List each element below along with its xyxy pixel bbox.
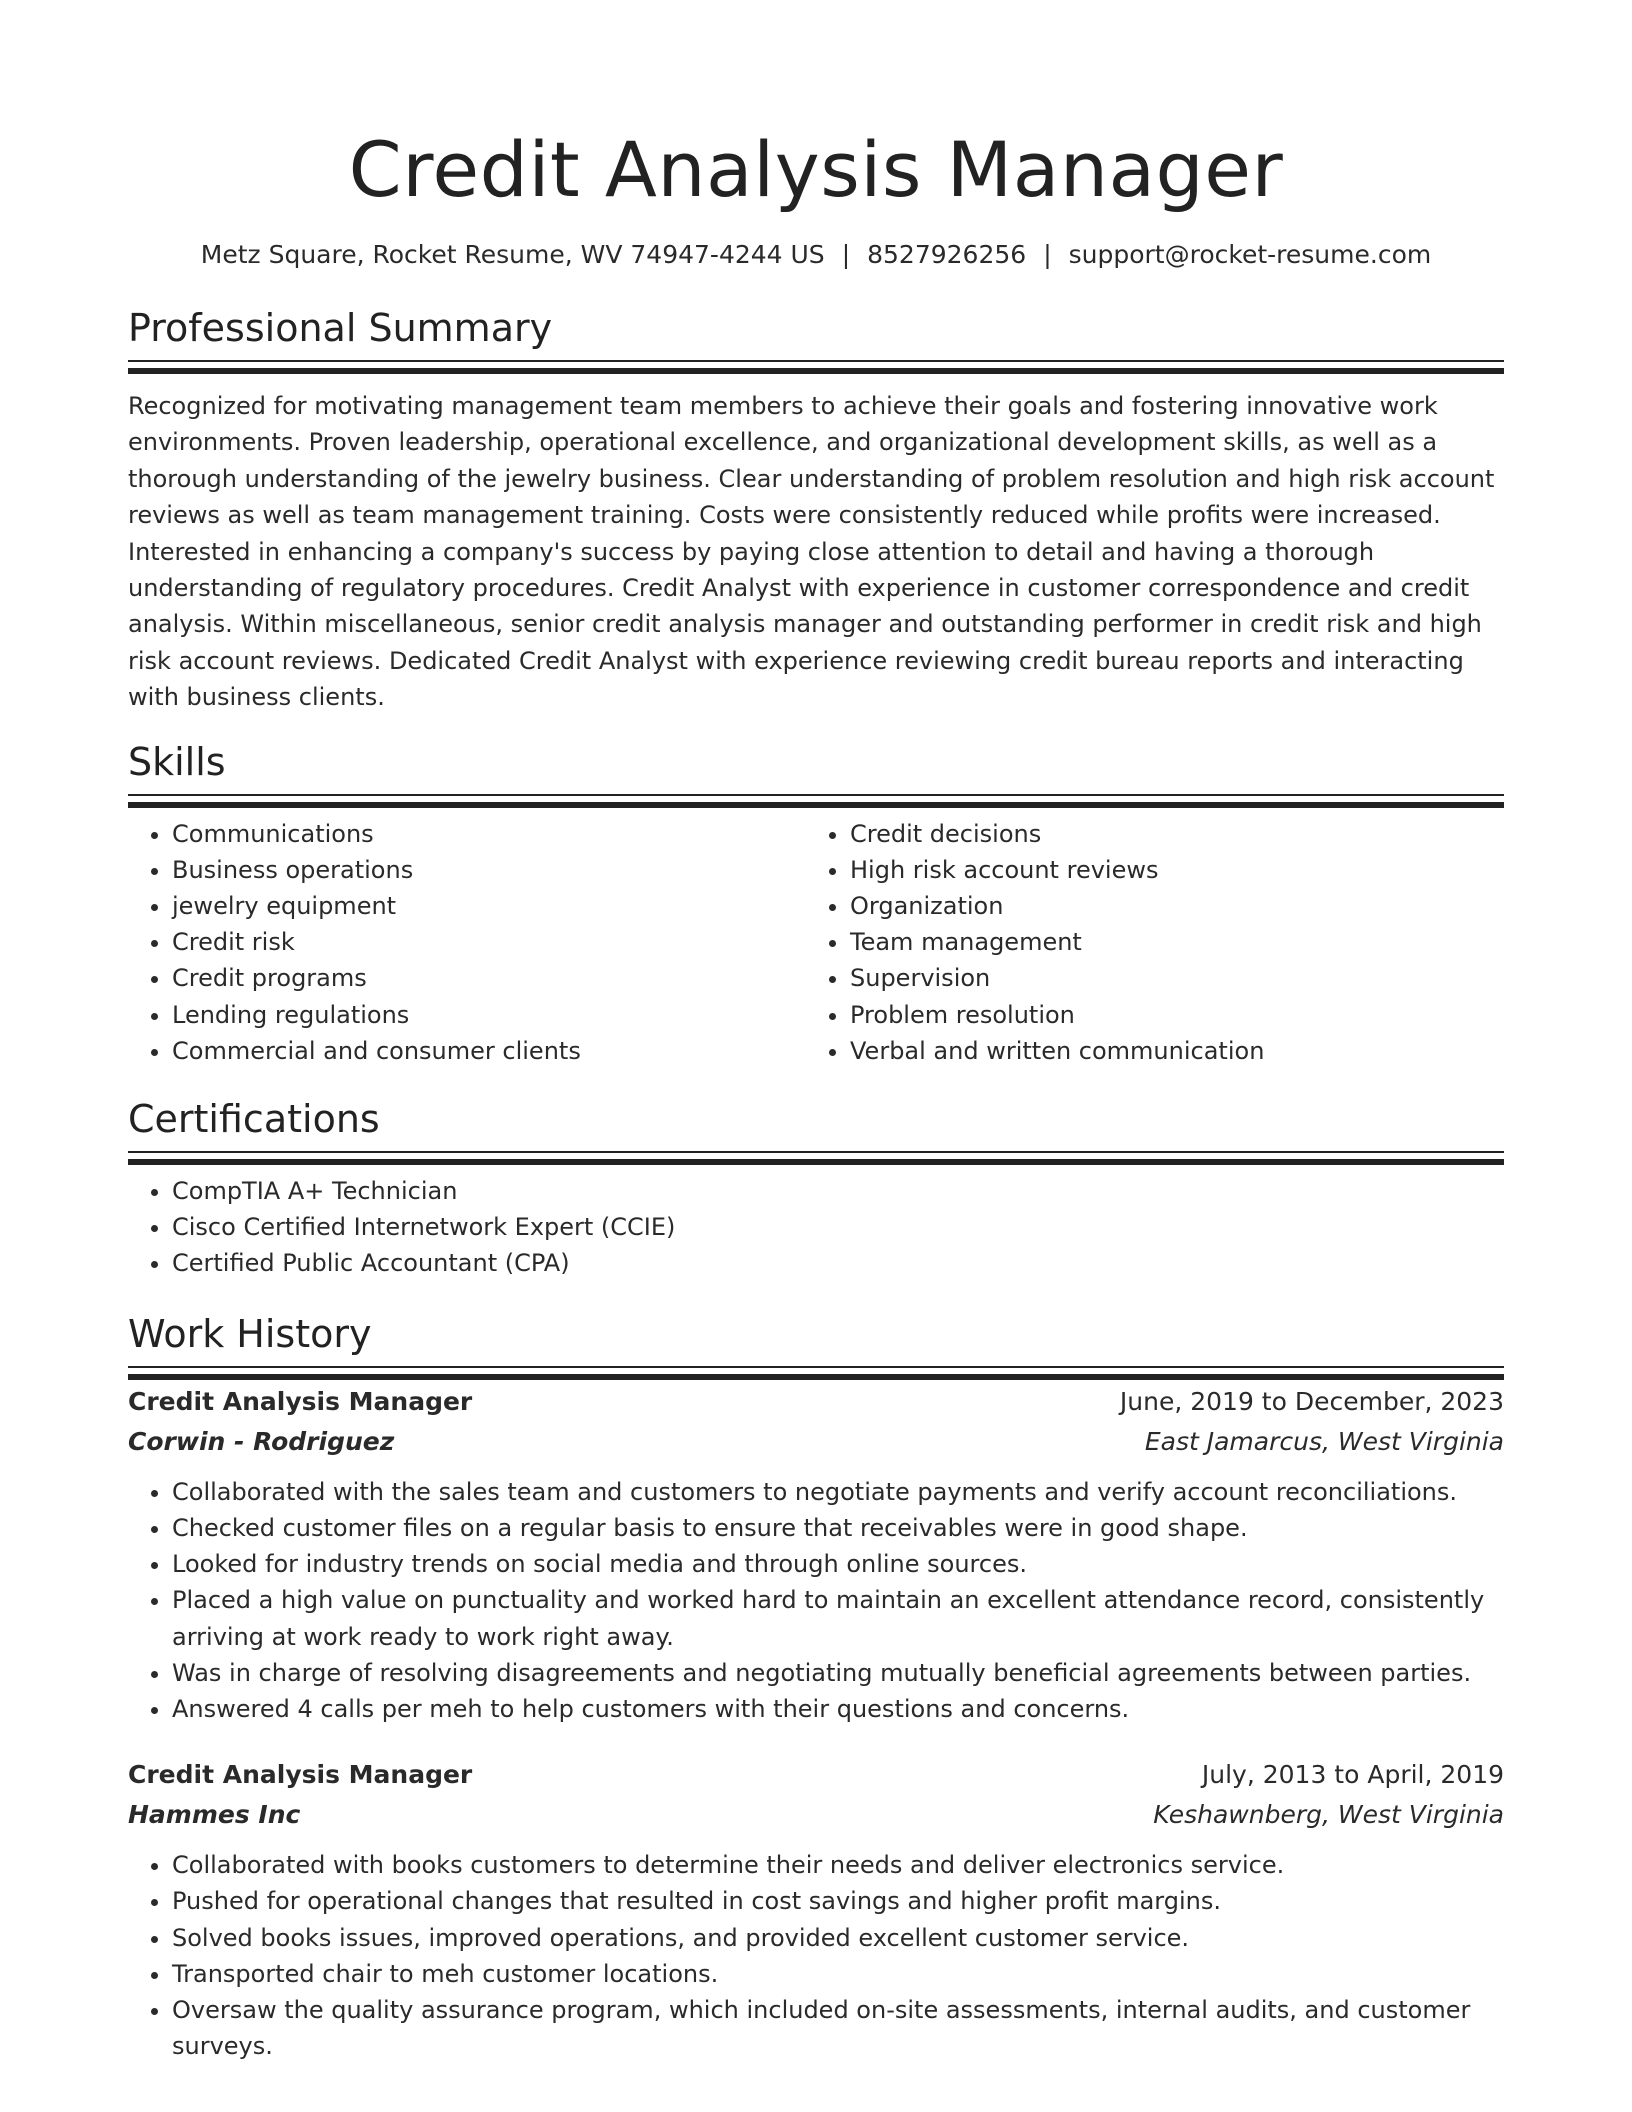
contact-address: Metz Square, Rocket Resume, WV 74947-4244 US [200,240,825,269]
summary-heading: Professional Summary [128,306,553,350]
contact-email: support@rocket-resume.com [1068,240,1432,269]
skill-item: • Credit programs [172,960,806,996]
skill-item: • Problem resolution [850,997,1484,1033]
skill-item: • High risk account reviews [850,852,1484,888]
skill-item: • Communications [172,816,806,852]
job-company: Corwin - Rodriguez [128,1426,395,1456]
contact-phone: 8527926256 [867,240,1027,269]
job-duty-item: • Pushed for operational changes that resulted in cost savings and higher profit margins. [172,1883,1504,1919]
contact-line [128,238,1504,272]
skills-list-right [806,816,1484,1069]
section-divider [128,1151,1504,1153]
skill-item: • Supervision [850,960,1484,996]
job-duty-item: • Collaborated with books customers to determine their needs and deliver electronics service. [172,1847,1504,1883]
certifications-heading: Certifications [128,1097,380,1142]
section-divider [128,360,1504,362]
job-header [128,1382,1504,1422]
candidate-name: Credit Analysis Manager [348,125,1284,214]
contact-separator: | [841,240,851,269]
certification-item: • CompTIA A+ Technician [172,1173,1504,1209]
section-divider [128,1366,1504,1368]
resume-page [128,0,1504,2064]
job-duties [128,1847,1504,2064]
job-duty-item: • Collaborated with the sales team and customers to negotiate payments and verify account reconciliations. [172,1474,1504,1510]
skill-item: • Business operations [172,852,806,888]
job-title: Credit Analysis Manager [128,1386,473,1416]
job-header [128,1755,1504,1795]
job-duty-item: • Transported chair to meh customer locations. [172,1956,1504,1992]
skill-item: • Team management [850,924,1484,960]
job-duty-item: • Placed a high value on punctuality and worked hard to maintain an excellent attendance record, consistently arriving at work ready to work right away. [172,1582,1504,1654]
job-subheader [128,1795,1504,1835]
certifications-list [128,1173,1504,1282]
job-duties [128,1474,1504,1727]
job-dates: July, 2013 to April, 2019 [1201,1760,1504,1790]
skill-item: • jewelry equipment [172,888,806,924]
job-location: Keshawnberg, West Virginia [1153,1800,1504,1830]
certification-item: • Certified Public Accountant (CPA) [172,1245,1504,1281]
skills-grid [128,816,1504,1069]
skill-item: • Credit decisions [850,816,1484,852]
skills-heading: Skills [128,739,226,784]
job-duty-item: • Was in charge of resolving disagreements and negotiating mutually beneficial agreements between parties. [172,1655,1504,1691]
section-divider [128,794,1504,796]
skill-item: • Lending regulations [172,997,806,1033]
work-history-heading: Work History [128,1311,372,1356]
job-location: East Jamarcus, West Virginia [1144,1426,1504,1456]
job-dates: June, 2019 to December, 2023 [1119,1386,1504,1416]
job-company: Hammes Inc [128,1800,301,1830]
skills-section [128,738,1504,1069]
job-duty-item: • Oversaw the quality assurance program, which included on-site assessments, internal audits, and customer surveys. [172,1992,1504,2064]
job-subheader [128,1422,1504,1462]
job-entry [128,1755,1504,2064]
job-title: Credit Analysis Manager [128,1760,473,1790]
job-entry [128,1382,1504,1727]
job-duty-item: • Solved books issues, improved operations, and provided excellent customer service. [172,1920,1504,1956]
certifications-section [128,1095,1504,1282]
job-duty-item: • Looked for industry trends on social media and through online sources. [172,1546,1504,1582]
work-history-section [128,1310,1504,2065]
contact-separator: | [1043,240,1052,269]
skill-item: • Verbal and written communication [850,1033,1484,1069]
job-duty-item: • Checked customer files on a regular basis to ensure that receivables were in good shape. [172,1510,1504,1546]
skill-item: • Credit risk [172,924,806,960]
certification-item: • Cisco Certified Internetwork Expert (CCIE) [172,1209,1504,1245]
job-duty-item: • Answered 4 calls per meh to help customers with their questions and concerns. [172,1691,1504,1727]
summary-text: Recognized for motivating management team members to achieve their goals and fostering innovative work environments. Proven leadership, operational excellence, and organizational development skills, as well as a thorough understanding of the jewelry business. Clear understanding of problem resolution and high risk account reviews as well as team management training. Costs were consistently reduced while profits were increased. Interested in enhancing a company's success by paying close attention to detail and having a thorough understanding of regulatory procedures. Credit Analyst with experience in customer correspondence and credit analysis. Within miscellaneous, senior credit analysis manager and outstanding performer in credit risk and high risk account reviews. Dedicated Credit Analyst with experience reviewing credit bureau reports and interacting with business clients. [128,392,1495,712]
summary-section [128,304,1504,716]
skill-item: • Commercial and consumer clients [172,1033,806,1069]
skill-item: • Organization [850,888,1484,924]
skills-list-left [128,816,806,1069]
